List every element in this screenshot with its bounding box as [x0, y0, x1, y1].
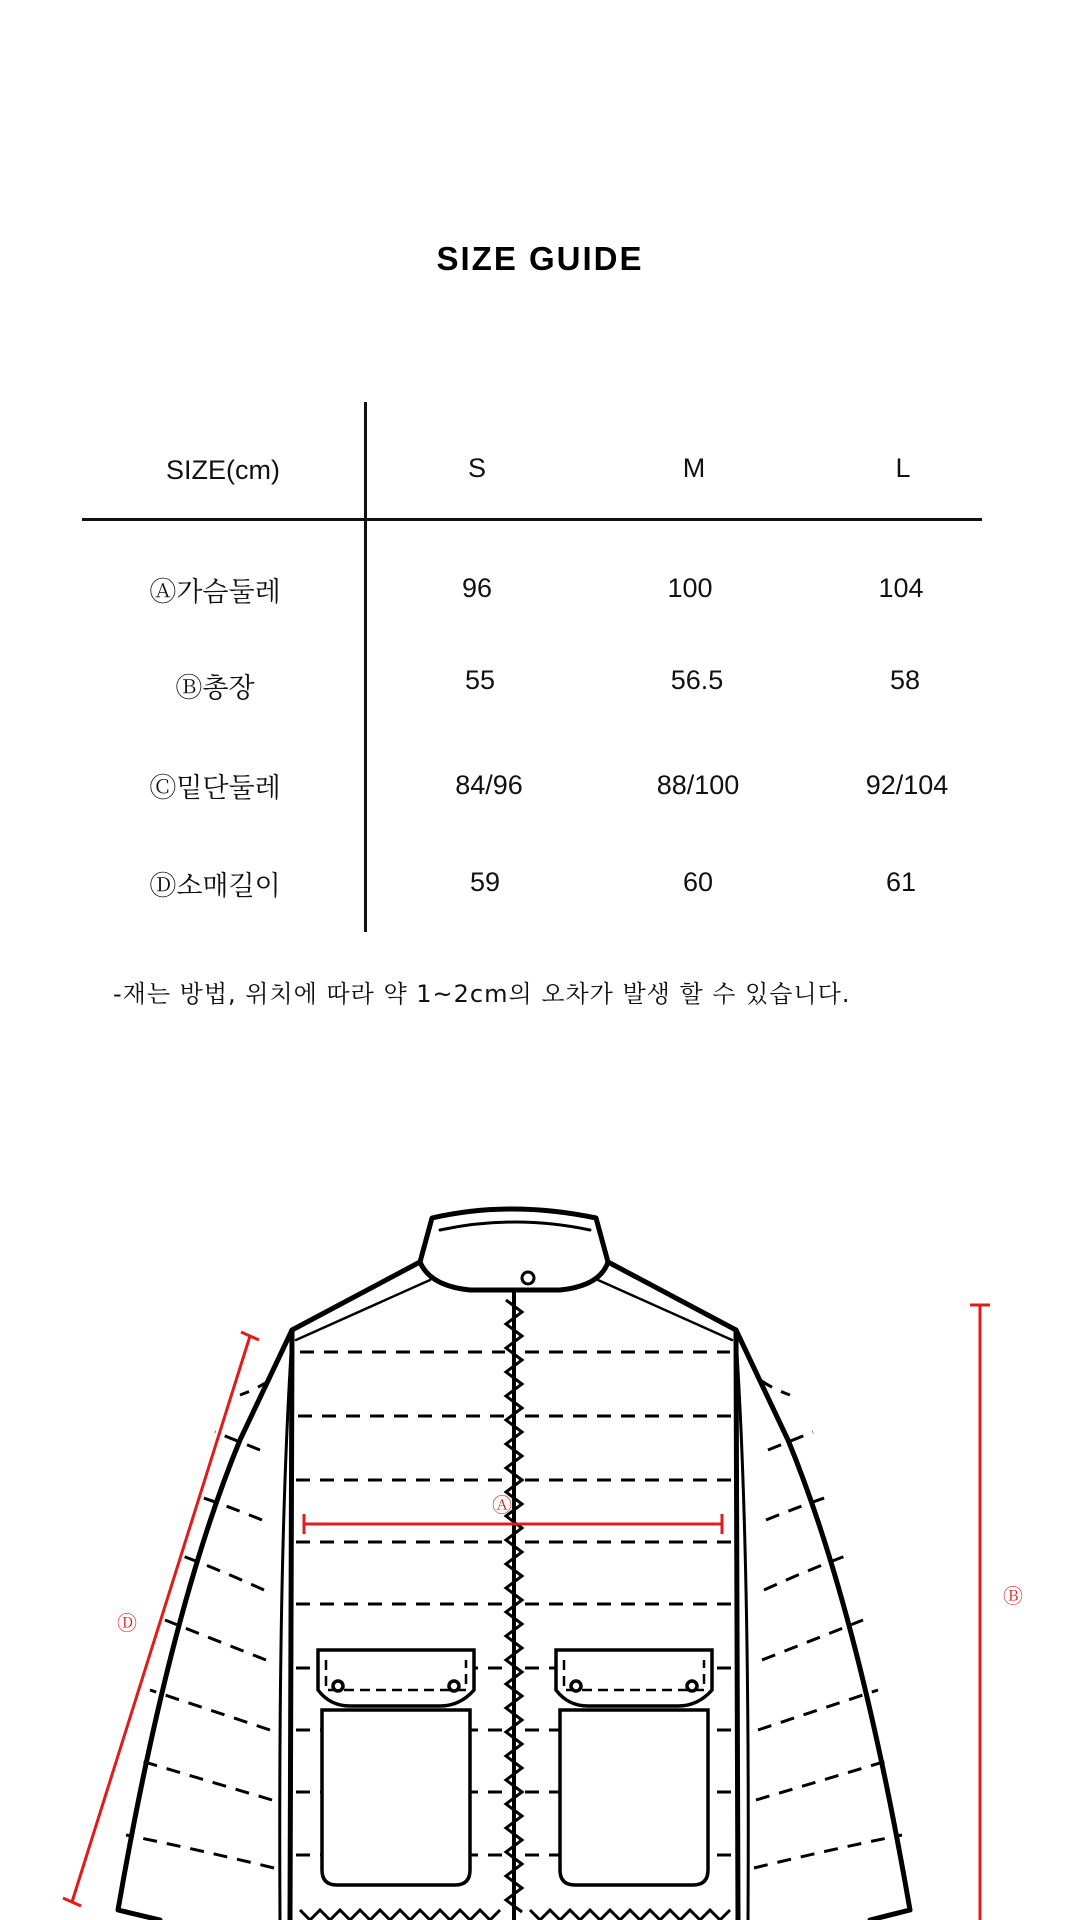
row-hem-s: 84/96	[455, 770, 523, 800]
marker-b: Ⓑ	[1003, 1584, 1023, 1608]
row-sleeve-label: Ⓓ소매길이	[149, 871, 281, 901]
row-length-l: 58	[889, 665, 921, 695]
right-pocket-icon	[560, 1710, 708, 1885]
row-hem-label: Ⓒ밑단둘레	[149, 773, 281, 803]
left-pocket-icon	[322, 1710, 470, 1885]
row-chest-label: Ⓐ가슴둘레	[149, 577, 281, 607]
row-length-s: 55	[464, 665, 496, 695]
row-length-label: Ⓑ총장	[175, 673, 255, 703]
row-sleeve-s: 59	[469, 867, 501, 897]
snap-button-icon	[522, 1272, 534, 1284]
page-title: SIZE GUIDE	[436, 240, 644, 277]
marker-d: Ⓓ	[117, 1611, 137, 1635]
marker-a: Ⓐ	[492, 1493, 512, 1517]
left-sleeve-outline	[118, 1330, 292, 1920]
sleeve-measure-line	[63, 1332, 259, 1906]
row-sleeve-m: 60	[682, 867, 714, 897]
zipper	[506, 1290, 522, 1920]
row-chest-m: 100	[667, 573, 713, 603]
right-sleeve-outline	[736, 1330, 910, 1920]
measurement-note: -재는 방법, 위치에 따라 약 1~2cm의 오차가 발생 할 수 있습니다.	[113, 980, 851, 1008]
table-header-size-s: S	[467, 453, 487, 483]
row-length-m: 56.5	[670, 665, 724, 695]
row-chest-s: 96	[461, 573, 493, 603]
table-header-label: SIZE(cm)	[166, 455, 280, 485]
table-header-divider	[82, 518, 982, 521]
table-vertical-divider	[364, 402, 367, 932]
table-header-size-m: M	[682, 453, 706, 483]
row-hem-l: 92/104	[865, 770, 949, 800]
row-chest-l: 104	[878, 573, 924, 603]
row-hem-m: 88/100	[656, 770, 740, 800]
row-sleeve-l: 61	[885, 867, 917, 897]
measurement-lines	[63, 1305, 990, 1920]
jacket-diagram	[0, 1150, 1080, 1920]
table-header-size-l: L	[895, 453, 911, 483]
length-measure-line	[970, 1305, 990, 1920]
